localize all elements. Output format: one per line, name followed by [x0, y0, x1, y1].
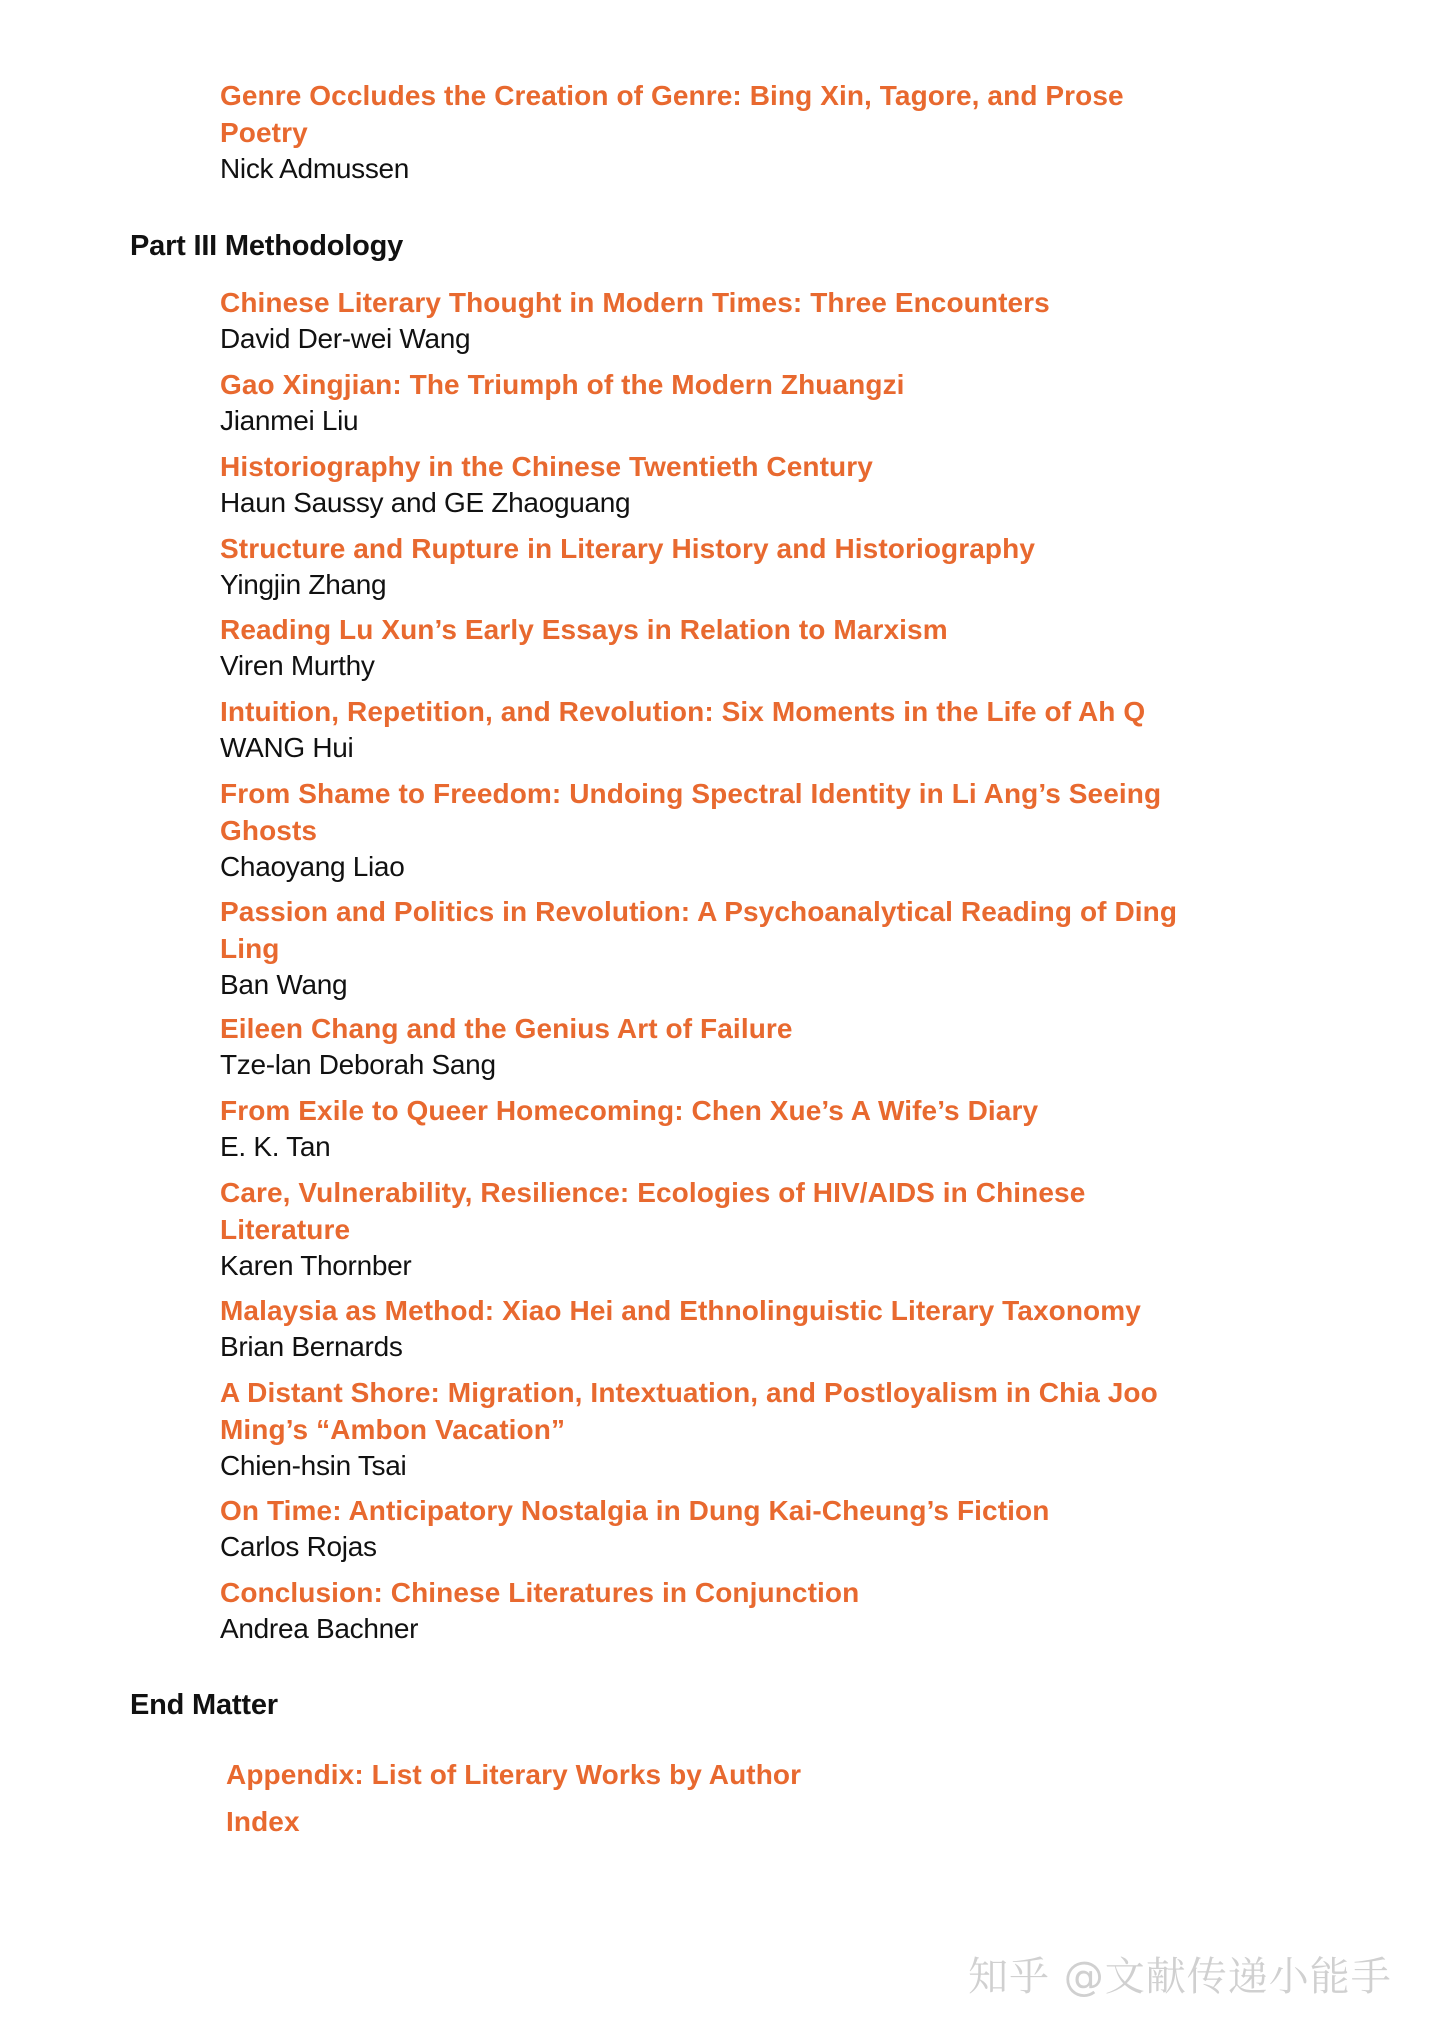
toc-entry-author: Andrea Bachner — [220, 1613, 419, 1644]
toc-entry-title[interactable]: Conclusion: Chinese Literatures in Conjunction — [220, 1577, 860, 1608]
toc-entry — [226, 1803, 1226, 1840]
toc-entry-title[interactable]: Passion and Politics in Revolution: A Psychoanalytical Reading of Ding Ling — [220, 896, 1178, 964]
toc-entry — [220, 284, 1220, 357]
toc-entry-author: Haun Saussy and GE Zhaoguang — [220, 487, 631, 518]
toc-entry — [220, 1374, 1220, 1484]
toc-entry-author: Yingjin Zhang — [220, 569, 387, 600]
toc-entry-author: Tze-lan Deborah Sang — [220, 1049, 496, 1080]
toc-entry — [220, 1292, 1220, 1365]
toc-entry-title[interactable]: Index — [226, 1806, 300, 1837]
section-heading-end-matter: End Matter — [130, 1689, 278, 1721]
toc-entry — [220, 530, 1220, 603]
toc-entry-author: Brian Bernards — [220, 1331, 403, 1362]
toc-entry — [220, 448, 1220, 521]
toc-entry-author: E. K. Tan — [220, 1131, 331, 1162]
toc-entry — [220, 893, 1220, 1003]
toc-entry-author: Chaoyang Liao — [220, 851, 405, 882]
toc-entry — [220, 611, 1220, 684]
toc-entry-title[interactable]: Eileen Chang and the Genius Art of Failure — [220, 1013, 793, 1044]
watermark: 知乎 @文献传递小能手 — [968, 1954, 1392, 2000]
toc-entry-title[interactable]: Gao Xingjian: The Triumph of the Modern Zhuangzi — [220, 369, 905, 400]
toc-entry-author: Ban Wang — [220, 969, 348, 1000]
toc-entry — [220, 775, 1220, 885]
toc-entry-title[interactable]: Chinese Literary Thought in Modern Times: Three Encounters — [220, 287, 1050, 318]
toc-entry-title[interactable]: Intuition, Repetition, and Revolution: Six Moments in the Life of Ah Q — [220, 696, 1146, 727]
toc-entry-author: WANG Hui — [220, 732, 354, 763]
toc-entry-title[interactable]: From Exile to Queer Homecoming: Chen Xue’s A Wife’s Diary — [220, 1095, 1039, 1126]
toc-entry-title[interactable]: On Time: Anticipatory Nostalgia in Dung Kai-Cheung’s Fiction — [220, 1495, 1050, 1526]
toc-entry-title[interactable]: Structure and Rupture in Literary History and Historiography — [220, 533, 1036, 564]
toc-entry — [220, 77, 1220, 187]
toc-entry-author: Carlos Rojas — [220, 1531, 377, 1562]
toc-entry-title[interactable]: Genre Occludes the Creation of Genre: Bing Xin, Tagore, and Prose Poetry — [220, 80, 1124, 148]
toc-entry — [220, 366, 1220, 439]
toc-entry-title[interactable]: Malaysia as Method: Xiao Hei and Ethnolinguistic Literary Taxonomy — [220, 1295, 1141, 1326]
toc-entry-title[interactable]: From Shame to Freedom: Undoing Spectral Identity in Li Ang’s Seeing Ghosts — [220, 778, 1162, 846]
toc-entry — [220, 693, 1220, 766]
toc-entry-author: Nick Admussen — [220, 153, 410, 184]
toc-entry-author: Chien-hsin Tsai — [220, 1450, 407, 1481]
toc-entry-author: Jianmei Liu — [220, 405, 359, 436]
toc-entry-title[interactable]: Appendix: List of Literary Works by Author — [226, 1759, 802, 1790]
toc-entry-author: David Der-wei Wang — [220, 323, 471, 354]
toc-entry — [220, 1492, 1220, 1565]
toc-entry — [220, 1010, 1220, 1083]
toc-entry-title[interactable]: Reading Lu Xun’s Early Essays in Relation to Marxism — [220, 614, 948, 645]
toc-entry — [220, 1574, 1220, 1647]
toc-entry-title[interactable]: Historiography in the Chinese Twentieth Century — [220, 451, 873, 482]
toc-entry — [226, 1756, 1226, 1793]
section-heading-part-3: Part III Methodology — [130, 230, 404, 262]
toc-entry — [220, 1174, 1220, 1284]
toc-entry-title[interactable]: Care, Vulnerability, Resilience: Ecologies of HIV/AIDS in Chinese Literature — [220, 1177, 1086, 1245]
toc-entry-author: Viren Murthy — [220, 650, 375, 681]
toc-entry-author: Karen Thornber — [220, 1250, 412, 1281]
toc-entry-title[interactable]: A Distant Shore: Migration, Intextuation, and Postloyalism in Chia Joo Ming’s “Ambon Vacation” — [220, 1377, 1158, 1445]
toc-entry — [220, 1092, 1220, 1165]
